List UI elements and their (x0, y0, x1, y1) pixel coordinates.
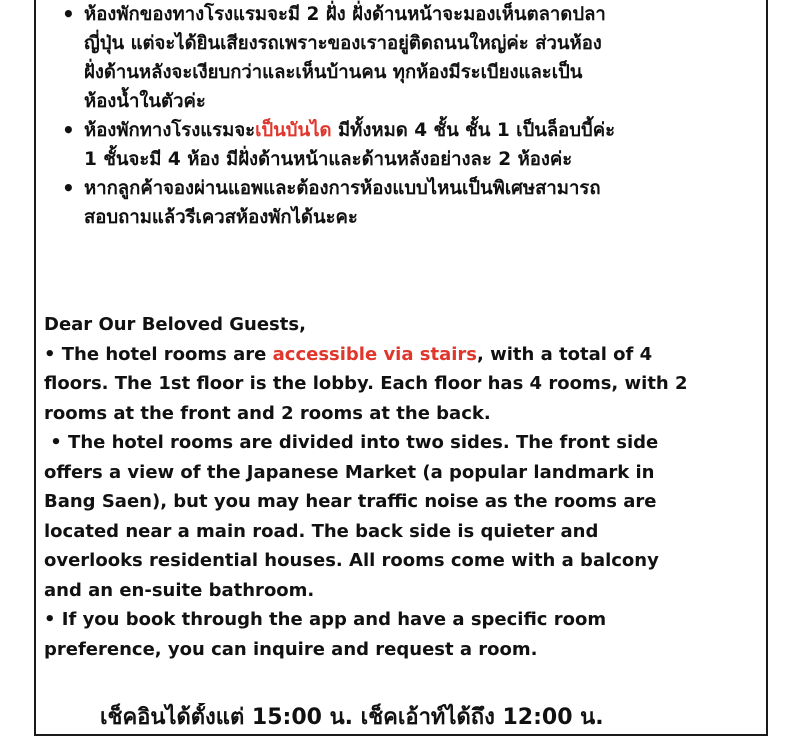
thai-bullet-2-text-pre: ห้องพักทางโรงแรมจะ (84, 120, 256, 141)
bullet-marker: • (62, 176, 75, 200)
english-bullet-2-line-6: and an en-suite bathroom. (44, 579, 315, 601)
english-bullet-1-text-post: , with a total of 4 (477, 343, 653, 365)
english-bullet-2-line-4: located near a main road. The back side is quieter and (44, 520, 599, 542)
thai-bullet-1 (62, 0, 752, 116)
thai-bullet-3-line-2: สอบถามแล้วรีเควสห้องพักได้นะคะ (84, 207, 358, 228)
english-bullet-2-line-3: Bang Saen), but you may hear traffic noise as the rooms are (44, 491, 657, 512)
thai-bullet-2-text-post: มีทั้งหมด 4 ชั้น ชั้น 1 เป็นล็อบบี้ค่ะ (331, 120, 616, 141)
english-greeting: Dear Our Beloved Guests, (44, 314, 306, 335)
thai-bullet-3 (62, 174, 752, 232)
thai-stairs-highlight: เป็นบันได (255, 120, 332, 141)
english-bullet-1-line-2: floors. The 1st floor is the lobby. Each floor has 4 rooms, with 2 (44, 373, 688, 394)
thai-bullet-1-line-1: ห้องพักของทางโรงแรมจะมี 2 ฝั่ง ฝั่งด้านหน้าจะมองเห็นตลาดปลา (84, 4, 606, 25)
thai-bullet-1-line-4: ห้องน้ำในตัวค่ะ (84, 91, 206, 112)
bullet-marker: • (62, 2, 75, 26)
english-bullet-1-line-1 (44, 340, 762, 370)
english-bullet-2-line-5: overlooks residential houses. All rooms come with a balcony (44, 550, 659, 571)
thai-bullet-2-line-2: 1 ชั้นจะมี 4 ห้อง มีฝั่งด้านหน้าและด้านหลังอย่างละ 2 ห้องค่ะ (84, 149, 573, 170)
checkin-checkout-heading-partial: เช็คอินได้ตั้งแต่ 15:00 น. เช็คเอ้าท์ได้ถึง 12:00 น. (100, 705, 604, 730)
english-bullet-1-line-3: rooms at the front and 2 rooms at the back. (44, 402, 491, 424)
english-notice-section (44, 310, 762, 664)
english-stairs-highlight: accessible via stairs (272, 343, 477, 365)
thai-bullet-3-line-1: หากลูกค้าจองผ่านแอพและต้องการห้องแบบไหนเป็นพิเศษสามารถ (84, 178, 601, 199)
thai-notice-section (62, 0, 752, 232)
bullet-marker: • (62, 118, 75, 142)
thai-bullet-1-line-2: ญี่ปุ่น แต่จะได้ยินเสียงรถเพราะของเราอยู่ติดถนนใหญ่ค่ะ ส่วนห้อง (84, 33, 602, 54)
english-bullet-1-text-pre: • The hotel rooms are (44, 343, 273, 365)
english-bullet-3-line-1: • If you book through the app and have a specific room (44, 609, 607, 630)
thai-bullet-1-line-3: ฝั่งด้านหลังจะเงียบกว่าและเห็นบ้านคน ทุกห้องมีระเบียงและเป็น (84, 62, 583, 83)
english-bullet-3-line-2: preference, you can inquire and request a room. (44, 638, 538, 660)
thai-bullet-2 (62, 116, 752, 174)
thai-bullet-2-line-1 (84, 116, 752, 145)
english-bullet-2-line-2: offers a view of the Japanese Market (a popular landmark in (44, 461, 655, 483)
english-bullet-2-line-1: • The hotel rooms are divided into two sides. The front side (44, 432, 659, 453)
